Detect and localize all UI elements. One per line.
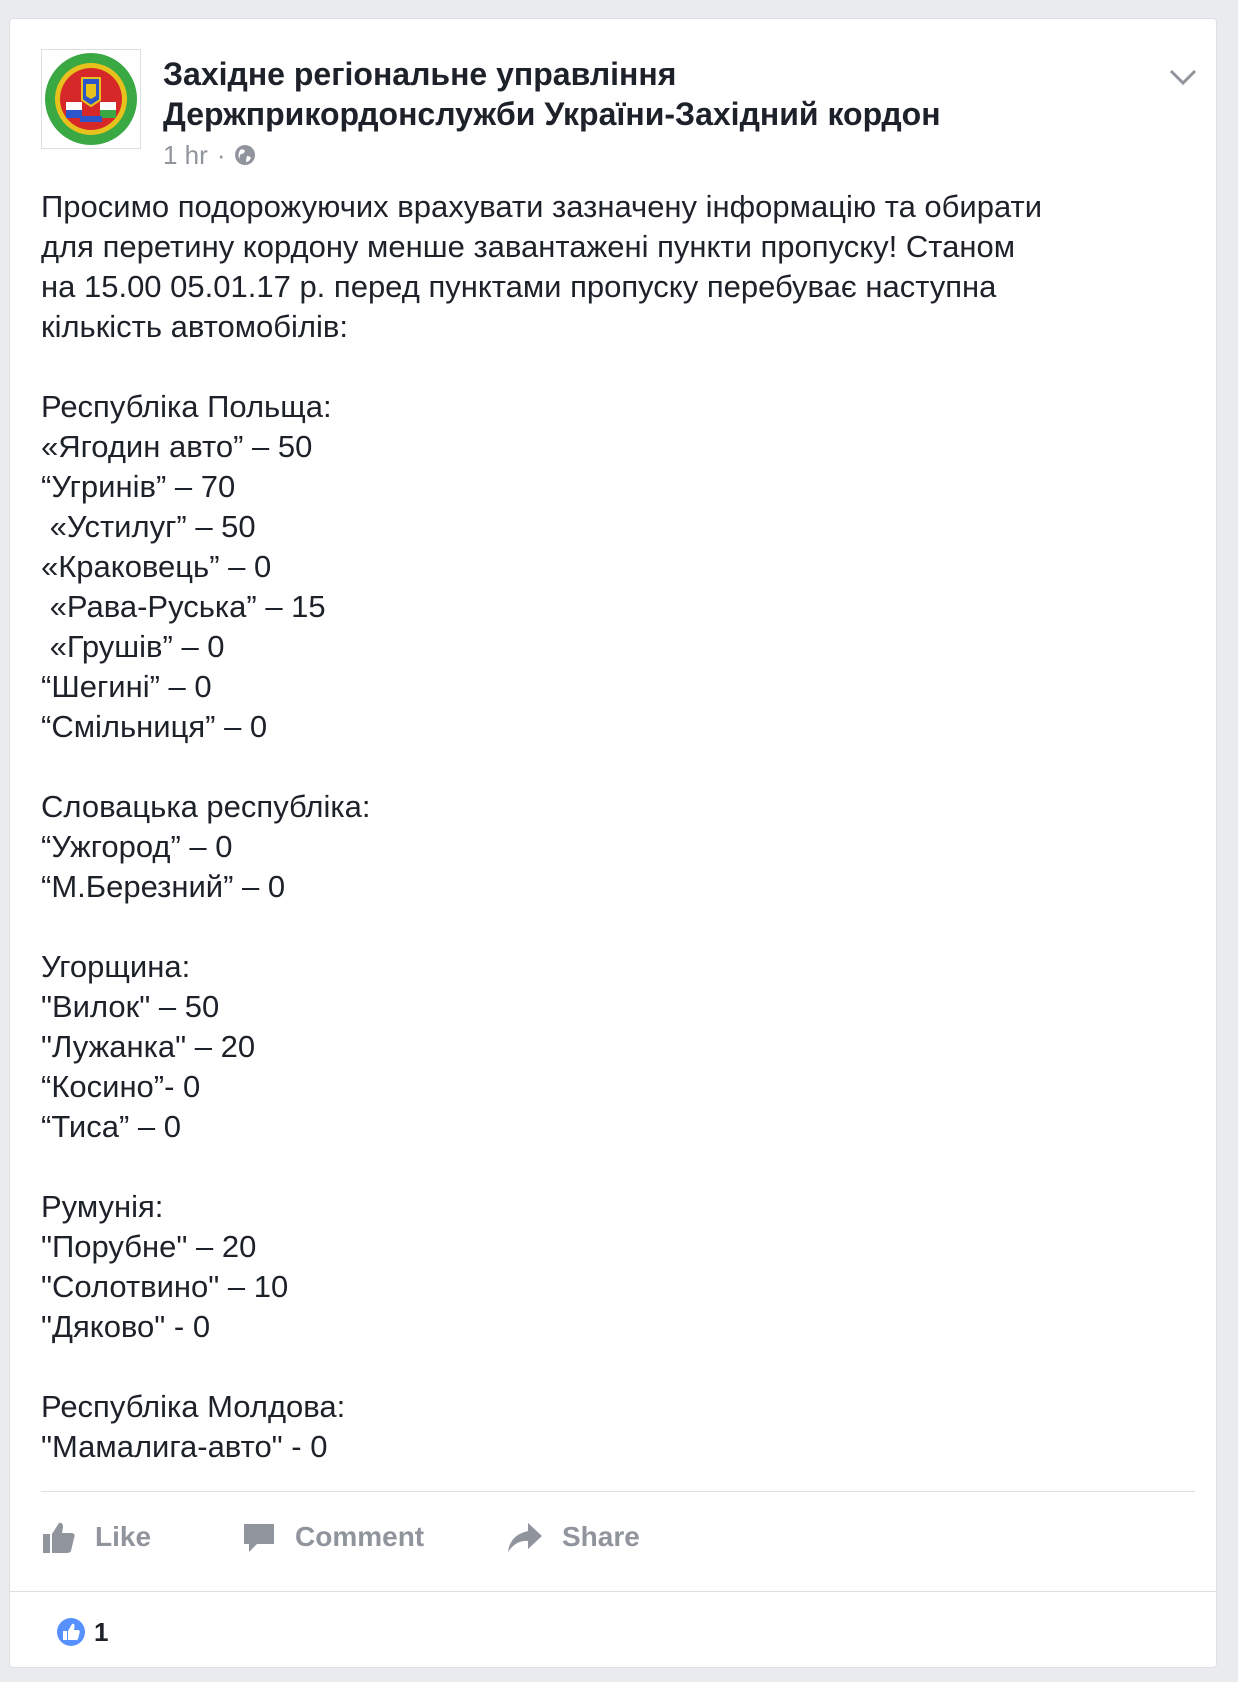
like-button[interactable] — [41, 1509, 151, 1565]
checkpoint-item: "Дяково" - 0 — [41, 1309, 211, 1344]
intro-line: для перетину кордону менше завантажені пункти пропуску! Станом — [41, 229, 1016, 264]
checkpoint-item: “Шегині” – 0 — [41, 669, 212, 704]
checkpoint-item: «Устилуг” – 50 — [41, 509, 256, 544]
checkpoint-item: «Краковець” – 0 — [41, 549, 272, 584]
like-reaction-icon — [56, 1617, 86, 1647]
checkpoint-item: "Мамалига-авто" - 0 — [41, 1429, 328, 1464]
section-heading: Румунія: — [41, 1189, 164, 1224]
border-guard-emblem-icon — [42, 50, 140, 148]
checkpoint-item: «Грушів” – 0 — [41, 629, 225, 664]
comment-bubble-icon — [241, 1519, 277, 1555]
chevron-down-icon[interactable] — [1165, 59, 1201, 95]
checkpoint-item: “Тиса” – 0 — [41, 1109, 181, 1144]
section-poland — [41, 387, 1191, 747]
meta-separator: · — [216, 140, 226, 170]
section-heading: Республіка Молдова: — [41, 1389, 346, 1424]
page-name[interactable] — [163, 54, 1063, 134]
checkpoint-item: “Угринів” – 70 — [41, 469, 236, 504]
comment-label: Comment — [295, 1521, 425, 1552]
post-timestamp[interactable]: 1 hr — [163, 140, 208, 170]
intro-line: на 15.00 05.01.17 р. перед пунктами пропуску перебуває наступна — [41, 269, 997, 304]
checkpoint-item: «Рава-Руська” – 15 — [41, 589, 326, 624]
comment-button[interactable] — [241, 1509, 424, 1565]
like-label: Like — [95, 1521, 152, 1552]
page-name-line1[interactable]: Західне регіональне управління — [163, 56, 677, 92]
intro-line: Просимо подорожуючих врахувати зазначену інформацію та обирати — [41, 189, 1043, 224]
checkpoint-item: "Солотвино" – 10 — [41, 1269, 289, 1304]
share-arrow-icon — [506, 1519, 544, 1555]
actions-divider — [41, 1491, 1195, 1492]
page-name-line2[interactable]: Держприкордонслужби України-Західний кордон — [163, 96, 941, 132]
globe-icon[interactable] — [234, 144, 256, 166]
checkpoint-item: "Вилок" – 50 — [41, 989, 220, 1024]
share-label: Share — [562, 1521, 640, 1552]
post-body — [41, 187, 1191, 1467]
reactions-divider — [10, 1591, 1216, 1592]
reaction-count: 1 — [94, 1616, 109, 1647]
thumbs-up-icon — [41, 1519, 77, 1555]
post-meta — [163, 139, 256, 171]
page-avatar[interactable] — [41, 49, 141, 149]
checkpoint-item: “Косино”- 0 — [41, 1069, 201, 1104]
checkpoint-item: "Лужанка" – 20 — [41, 1029, 256, 1064]
section-heading: Угорщина: — [41, 949, 191, 984]
checkpoint-item: “Смільниця” – 0 — [41, 709, 268, 744]
section-heading: Республіка Польща: — [41, 389, 332, 424]
checkpoint-item: “М.Березний” – 0 — [41, 869, 286, 904]
section-moldova — [41, 1387, 1191, 1467]
section-hungary — [41, 947, 1191, 1147]
post-intro — [41, 187, 1191, 347]
section-slovakia — [41, 787, 1191, 907]
post-actions — [41, 1509, 1195, 1565]
post-card — [9, 18, 1217, 1668]
checkpoint-item: “Ужгород” – 0 — [41, 829, 233, 864]
section-romania — [41, 1187, 1191, 1347]
intro-line: кількість автомобілів: — [41, 309, 348, 344]
section-heading: Словацька республіка: — [41, 789, 371, 824]
checkpoint-item: "Порубне" – 20 — [41, 1229, 257, 1264]
reactions-summary[interactable] — [56, 1612, 108, 1652]
share-button[interactable] — [506, 1509, 640, 1565]
checkpoint-item: «Ягодин авто” – 50 — [41, 429, 313, 464]
